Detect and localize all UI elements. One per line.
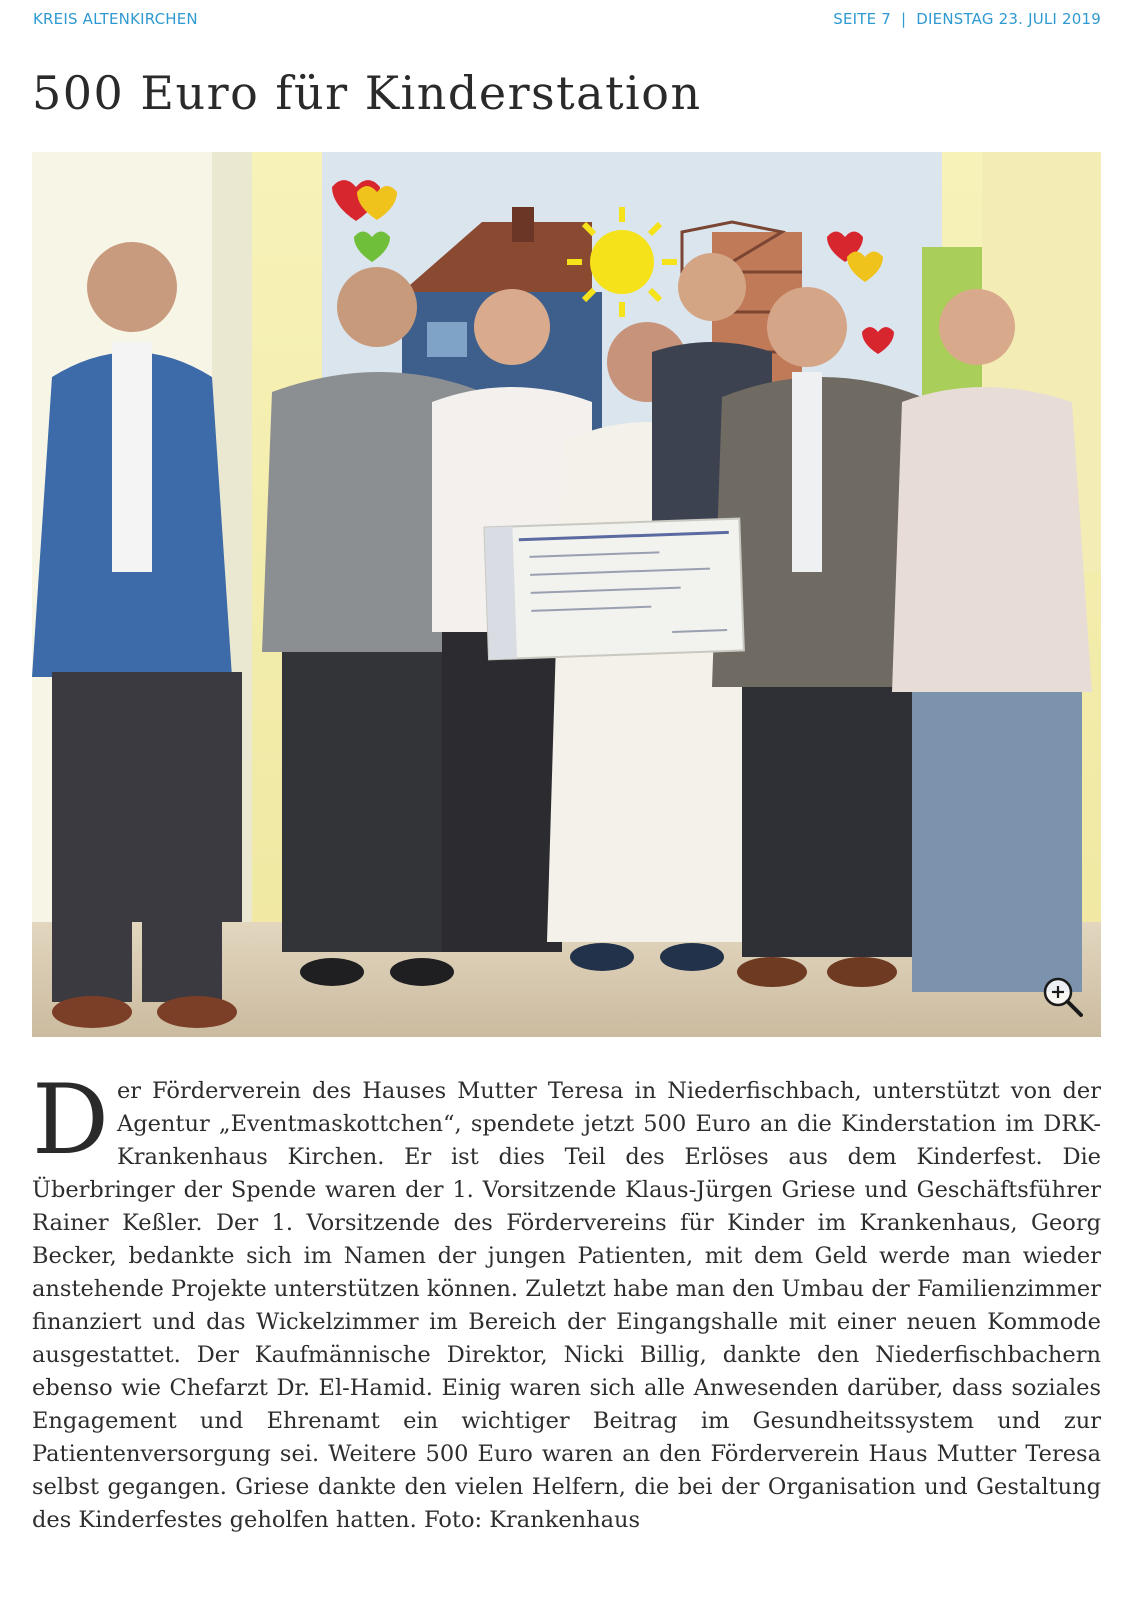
section-label: KREIS ALTENKIRCHEN [33,10,198,28]
article-title: 500 Euro für Kinderstation [32,66,702,120]
article-text: er Förderverein des Hauses Mutter Teresa in Niederfischbach, unterstützt von der Agentur „Eventmaskottchen“, spendete jetzt 500 Euro an die Kinderstation im DRK-Krankenhaus Kirchen. Er ist dies Teil des Erlöses aus dem Kinderfest. Die Überbringer der Spende waren der 1. Vorsitzende Klaus-Jürgen Griese und Geschäftsführer Rainer Keßler. Der 1. Vorsitzende des Fördervereins für Kinder im Krankenhaus, Georg Becker, bedankte sich im Namen der jungen Patienten, mit dem Geld werde man wieder anstehende Projekte unterstützen können. Zuletzt habe man den Umbau der Familienzimmer finanziert und das Wickelzimmer im Bereich der Eingangshalle mit einer neuen Kommode ausgestattet. Der Kaufmännische Direktor, Nicki Billig, dankte den Niederfischbachern ebenso wie Chefarzt Dr. El-Hamid. Einig waren sich alle Anwesenden darüber, dass soziales Engagement und Ehrenamt ein wichtiger Beitrag im Gesundheitssystem und zur Patientenversorgung sei. Weitere 500 Euro waren an den Förderverein Haus Mutter Teresa selbst gegangen. Griese dankte den vielen Helfern, die bei der Organisation und Gestaltung des Kinderfestes geholfen hatten. Foto: Krankenhaus [32,1078,1101,1533]
drop-cap: D [32,1064,109,1176]
page-info [833,10,1101,28]
zoom-in-button[interactable] [1039,973,1087,1021]
page-header [33,10,1101,34]
article-body [32,1064,1101,1537]
zoom-in-icon [1039,973,1087,1021]
issue-date: DIENSTAG 23. JULI 2019 [916,10,1101,28]
article-photo[interactable] [32,152,1101,1037]
page-number: SEITE 7 [833,10,891,28]
photo-illustration [32,152,1101,1037]
header-separator: | [901,10,907,28]
